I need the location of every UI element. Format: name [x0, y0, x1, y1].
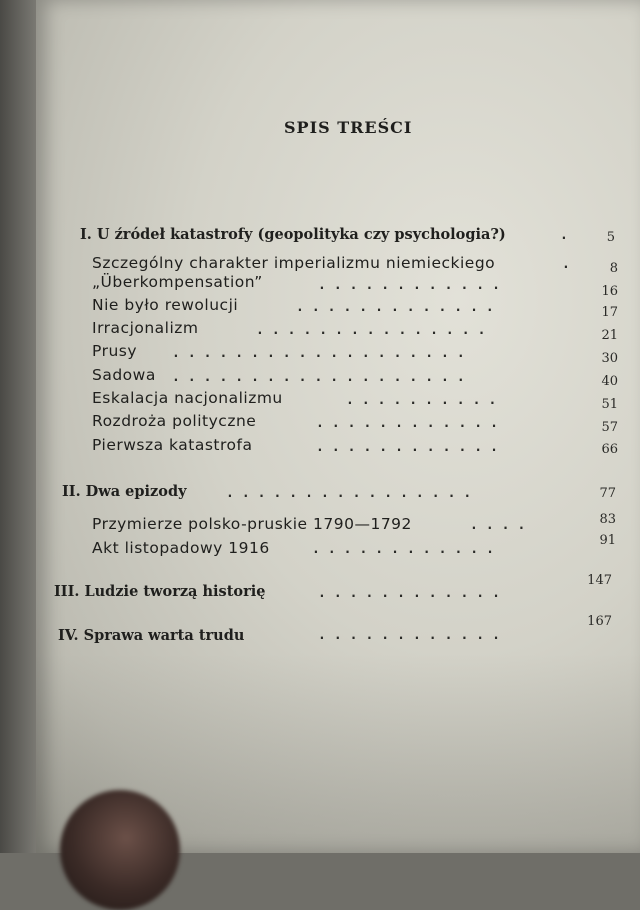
toc-item: Szczególny charakter imperializmu niemieckiego [92, 254, 496, 272]
toc-item: „Überkompensation” [92, 273, 263, 291]
toc-part-3-page: 147 [587, 573, 612, 588]
toc-item-leader: ................... [172, 346, 473, 361]
toc-item: Irracjonalizm [92, 319, 199, 337]
toc-item-leader: .......... [346, 393, 505, 408]
toc-item-leader: .... [470, 518, 534, 533]
toc-part-1-leader: . [560, 228, 576, 243]
toc-item-page: 40 [601, 374, 618, 389]
toc-item-leader: ............ [316, 416, 506, 431]
toc-part-2-leader: ................ [226, 486, 480, 501]
toc-item-leader: ............. [296, 300, 502, 315]
toc-item: Prusy [92, 342, 138, 360]
toc-item-page: 30 [601, 351, 618, 366]
toc-item-page: 8 [609, 261, 618, 276]
toc-item-leader: ............ [316, 440, 506, 455]
toc-item: Eskalacja nacjonalizmu [92, 389, 283, 407]
toc-part-1-page: 5 [606, 230, 615, 245]
toc-item-leader: ................... [172, 370, 473, 385]
toc-part-4-label: IV. Sprawa warta trudu [58, 627, 245, 644]
page-title: SPIS TREŚCI [284, 118, 413, 137]
toc-part-4-leader: ............ [318, 628, 508, 643]
toc-part-3-leader: ............ [318, 586, 508, 601]
toc-item-page: 17 [601, 305, 618, 320]
toc-item-page: 51 [601, 397, 618, 412]
toc-item-page: 66 [601, 442, 618, 457]
toc-part-2-label: II. Dwa epizody [62, 483, 187, 500]
toc-item-page: 16 [601, 284, 618, 299]
toc-item-page: 57 [601, 420, 618, 435]
toc-part-4-page: 167 [587, 614, 612, 629]
toc-item-leader: ............ [318, 278, 508, 293]
toc-part-3-label: III. Ludzie tworzą historię [54, 583, 266, 600]
toc-item: Rozdroża polityczne [92, 412, 257, 430]
toc-item-page: 21 [601, 328, 618, 343]
toc-item-leader: . [562, 257, 578, 272]
toc-item-leader: ............... [256, 323, 494, 338]
toc-part-2-page: 77 [599, 486, 616, 501]
toc-item: Sadowa [92, 366, 156, 384]
toc-item-page: 91 [599, 533, 616, 548]
toc-item: Akt listopadowy 1916 [92, 539, 270, 557]
toc-item: Nie było rewolucji [92, 296, 239, 314]
toc-item: Przymierze polsko-pruskie 1790—1792 [92, 515, 412, 533]
toc-part-1-label: I. U źródeł katastrofy (geopolityka czy psychologia?) [80, 226, 506, 243]
thumb-finger [60, 790, 180, 910]
toc-item-leader: ............ [312, 542, 502, 557]
toc-item: Pierwsza katastrofa [92, 436, 253, 454]
toc-item-page: 83 [599, 512, 616, 527]
